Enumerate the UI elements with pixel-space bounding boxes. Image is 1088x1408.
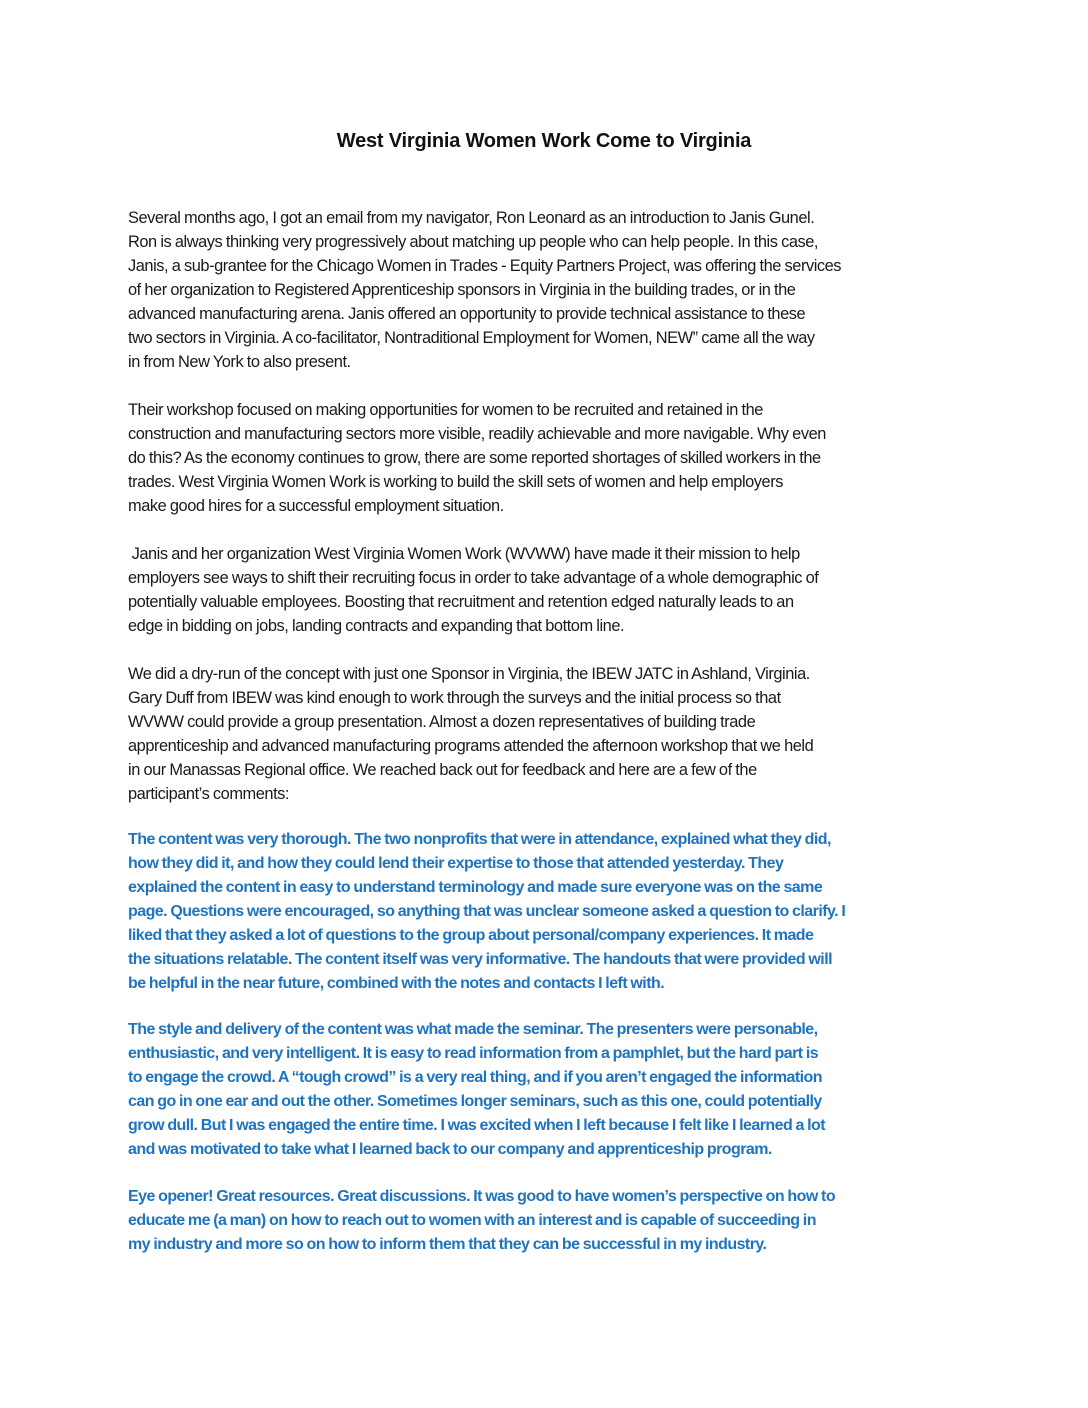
text-line: advanced manufacturing arena. Janis offered an opportunity to provide technical assistance to these	[128, 305, 806, 323]
text-line: construction and manufacturing sectors more visible, readily achievable and more navigable. Why even	[128, 425, 826, 443]
body-paragraph-mission	[128, 542, 968, 638]
quote-line: and was motivated to take what I learned back to our company and apprenticeship program.	[128, 1141, 772, 1158]
text-line: Gary Duff from IBEW was kind enough to work through the surveys and the initial process so that	[128, 689, 781, 707]
quote-line: Eye opener! Great resources. Great discussions. It was good to have women’s perspective on how to	[128, 1188, 836, 1205]
quote-line: educate me (a man) on how to reach out to women with an interest and is capable of succeeding in	[128, 1212, 816, 1229]
quote-line: my industry and more so on how to inform them that they can be successful in my industry.	[128, 1236, 767, 1253]
text-line: in from New York to also present.	[128, 353, 351, 371]
quote-line: the situations relatable. The content itself was very informative. The handouts that were provided will	[128, 951, 832, 968]
text-line: Their workshop focused on making opportunities for women to be recruited and retained in the	[128, 401, 763, 419]
body-paragraph-dry-run	[128, 662, 968, 806]
text-line: employers see ways to shift their recruiting focus in order to take advantage of a whole demographic of	[128, 569, 819, 587]
text-line: apprenticeship and advanced manufacturing programs attended the afternoon workshop that we held	[128, 737, 814, 755]
quote-line: liked that they asked a lot of questions to the group about personal/company experiences. It made	[128, 927, 814, 944]
quote-line: can go in one ear and out the other. Sometimes longer seminars, such as this one, could potentially	[128, 1093, 822, 1110]
text-line: participant’s comments:	[128, 785, 290, 803]
quote-line: The content was very thorough. The two nonprofits that were in attendance, explained what they did,	[128, 831, 831, 848]
text-line: trades. West Virginia Women Work is working to build the skill sets of women and help employers	[128, 473, 783, 491]
text-line: Ron is always thinking very progressively about matching up people who can help people. In this case,	[128, 233, 819, 251]
text-line: Janis, a sub-grantee for the Chicago Women in Trades - Equity Partners Project, was offering the services	[128, 257, 842, 275]
quote-line: how they did it, and how they could lend their expertise to those that attended yesterday. They	[128, 855, 784, 872]
text-line: two sectors in Virginia. A co-facilitator, Nontraditional Employment for Women, NEW” came all the way	[128, 329, 815, 347]
text-line: WVWW could provide a group presentation. Almost a dozen representatives of building trade	[128, 713, 756, 731]
text-line: do this? As the economy continues to grow, there are some reported shortages of skilled workers in the	[128, 449, 821, 467]
quote-line: explained the content in easy to understand terminology and made sure everyone was on the same	[128, 879, 823, 896]
text-line: edge in bidding on jobs, landing contracts and expanding that bottom line.	[128, 617, 625, 635]
text-line: Several months ago, I got an email from my navigator, Ron Leonard as an introduction to Janis Gunel.	[128, 209, 815, 227]
document-title: West Virginia Women Work Come to Virginia	[336, 130, 752, 152]
participant-comment-2	[128, 1018, 968, 1162]
text-line: Janis and her organization West Virginia Women Work (WVWW) have made it their mission to help	[128, 545, 800, 563]
quote-line: to engage the crowd. A “tough crowd” is a very real thing, and if you aren’t engaged the information	[128, 1069, 822, 1086]
quote-line: grow dull. But I was engaged the entire time. I was excited when I left because I felt like I learned a lot	[128, 1117, 826, 1134]
text-line: make good hires for a successful employment situation.	[128, 497, 504, 515]
quote-line: page. Questions were encouraged, so anything that was unclear someone asked a question to clarify. I	[128, 903, 846, 920]
participant-comment-1	[128, 828, 968, 996]
participant-comment-3	[128, 1185, 968, 1257]
quote-line: enthusiastic, and very intelligent. It is easy to read information from a pamphlet, but the hard part is	[128, 1045, 819, 1062]
body-paragraph-workshop	[128, 398, 968, 518]
text-line: We did a dry-run of the concept with just one Sponsor in Virginia, the IBEW JATC in Ashland, Virginia.	[128, 665, 810, 683]
body-paragraph-introduction	[128, 206, 968, 374]
quote-line: The style and delivery of the content was what made the seminar. The presenters were personable,	[128, 1021, 818, 1038]
text-line: in our Manassas Regional office. We reached back out for feedback and here are a few of the	[128, 761, 757, 779]
quote-line: be helpful in the near future, combined with the notes and contacts I left with.	[128, 975, 665, 992]
text-line: potentially valuable employees. Boosting that recruitment and retention edged naturally leads to an	[128, 593, 794, 611]
text-line: of her organization to Registered Apprenticeship sponsors in Virginia in the building trades, or in the	[128, 281, 796, 299]
